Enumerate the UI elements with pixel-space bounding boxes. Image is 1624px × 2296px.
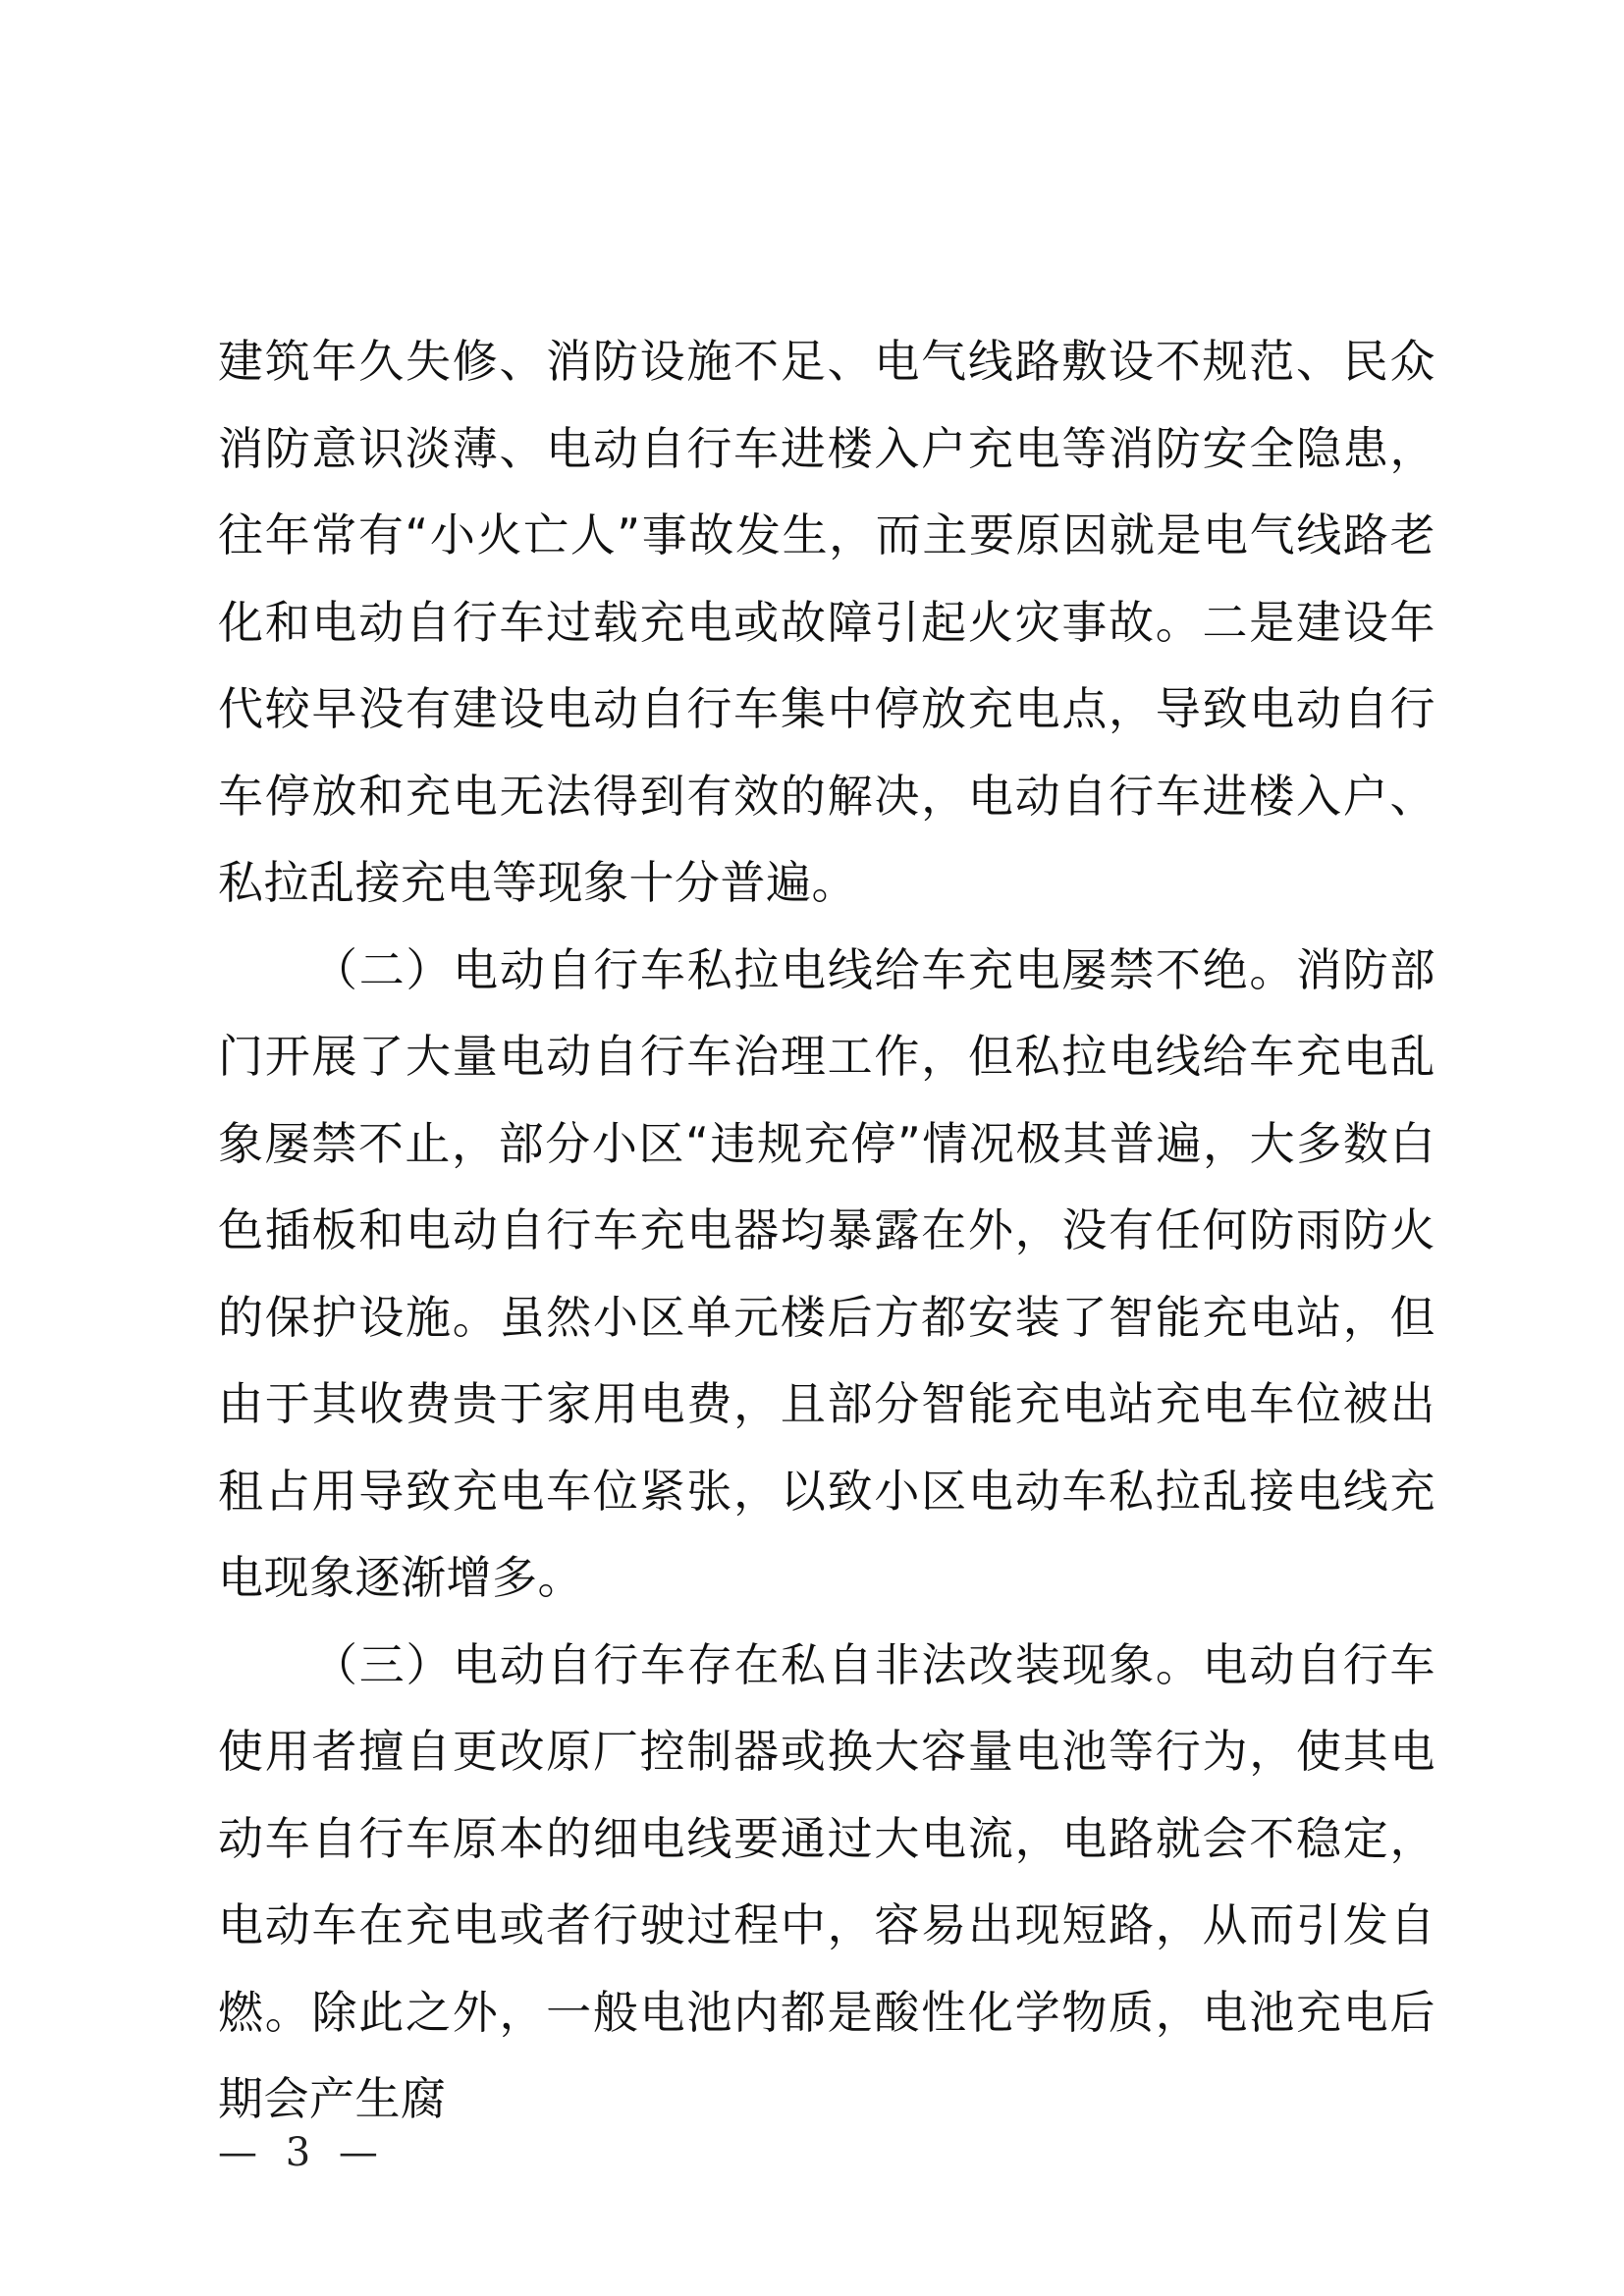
paragraph-1: 建筑年久失修、消防设施不足、电气线路敷设不规范、民众消防意识淡薄、电动自行车进楼入户充电等消防安全隐患，往年常有“小火亡人”事故发生，而主要原因就是电气线路老化和电动自行车过载充电或故障引起火灾事故。二是建设年代较早没有建设电动自行车集中停放充电点，导致电动自行车停放和充电无法得到有效的解决，电动自行车进楼入户、私拉乱接充电等现象十分普遍。 bbox=[218, 335, 1435, 909]
page-number: — 3 — bbox=[218, 2130, 386, 2175]
paragraph-3: （三）电动自行车存在私自非法改装现象。电动自行车使用者擅自更改原厂控制器或换大容量电池等行为，使其电动车自行车原本的细电线要通过大电流，电路就会不稳定，电动车在充电或者行驶过程中，容易出现短路，从而引发自燃。除此之外，一般电池内都是酸性化学物质，电池充电后期会产生腐 bbox=[218, 1637, 1435, 2125]
body-text bbox=[218, 318, 1435, 2143]
paragraph-2: （二）电动自行车私拉电线给车充电屡禁不绝。消防部门开展了大量电动自行车治理工作，但私拉电线给车充电乱象屡禁不止，部分小区“违规充停”情况极其普遍，大多数白色插板和电动自行车充电器均暴露在外，没有任何防雨防火的保护设施。虽然小区单元楼后方都安装了智能充电站，但由于其收费贵于家用电费，且部分智能充电站充电车位被出租占用导致充电车位紧张，以致小区电动车私拉乱接电线充电现象逐渐增多。 bbox=[218, 942, 1435, 1604]
